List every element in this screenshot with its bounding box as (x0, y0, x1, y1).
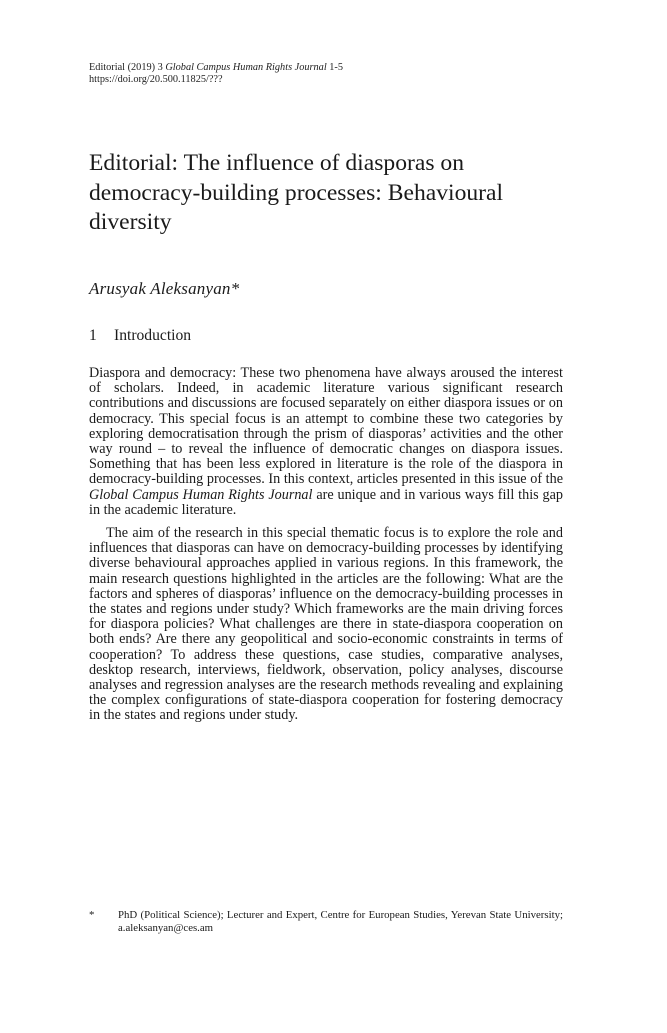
paragraph-2: The aim of the research in this special thematic focus is to explore the role and influences that diasporas can have on democracy-building processes by identifying diverse behavioural approaches applied in various regions. In this framework, the main research questions highlighted in the articles are the following: What are the factors and spheres of diasporas’ influence on the democracy-building processes in the states and regions under study? Which frameworks are the main driving forces for diaspora policies? What challenges are there in state-diaspora cooperation on both ends? Are there any geopolitical and socio-economic constraints in terms of cooperation? To address these questions, case studies, comparative analyses, desktop research, interviews, fieldwork, observation, policy analyses, discourse analyses and regression analyses are the research methods revealing and explaining the complex configurations of state-diaspora cooperation for fostering democracy in the states and regions under study. (89, 525, 563, 724)
paragraph-1 (89, 366, 563, 518)
footnote (89, 909, 563, 935)
section-number: 1 (89, 327, 97, 344)
paragraph-1-journal: Global Campus Human Rights Journal (89, 486, 313, 503)
running-header (89, 62, 343, 86)
paragraph-1-part-2: are unique and in various ways fill this gap in the academic literature. (89, 486, 563, 518)
paragraph-1-part-1: Diaspora and democracy: These two phenomena have always aroused the interest of scholars. Indeed, in academic literature various significant research contributions and discussions are focused separately on either diaspora issues or on democracy. This special focus is an attempt to combine these two categories by exploring democratisation through the prism of diasporas’ activities and the other way round – to reveal the influence of democratic changes on diaspora issues. Something that has been less explored in literature is the role of the diaspora in democracy-building processes. In this context, articles presented in this issue of the (89, 365, 563, 488)
section-heading (89, 326, 191, 346)
footnote-text: PhD (Political Science); Lecturer and Expert, Centre for European Studies, Yerevan State University; a.aleksanyan@ces.am (118, 909, 563, 934)
citation-pages: 1-5 (326, 62, 343, 73)
footnote-mark: * (89, 909, 95, 921)
author-name: Arusyak Aleksanyan* (89, 279, 240, 298)
doi-link[interactable]: https://doi.org/20.500.11825/??? (89, 74, 223, 85)
journal-name: Global Campus Human Rights Journal (165, 62, 327, 73)
article-title: Editorial: The influence of diasporas on democracy-building processes: Behavioural diversity (89, 150, 504, 235)
body-text (89, 366, 563, 732)
citation-prefix: Editorial (2019) 3 (89, 62, 166, 73)
section-title: Introduction (114, 327, 192, 344)
citation-line (89, 62, 343, 74)
